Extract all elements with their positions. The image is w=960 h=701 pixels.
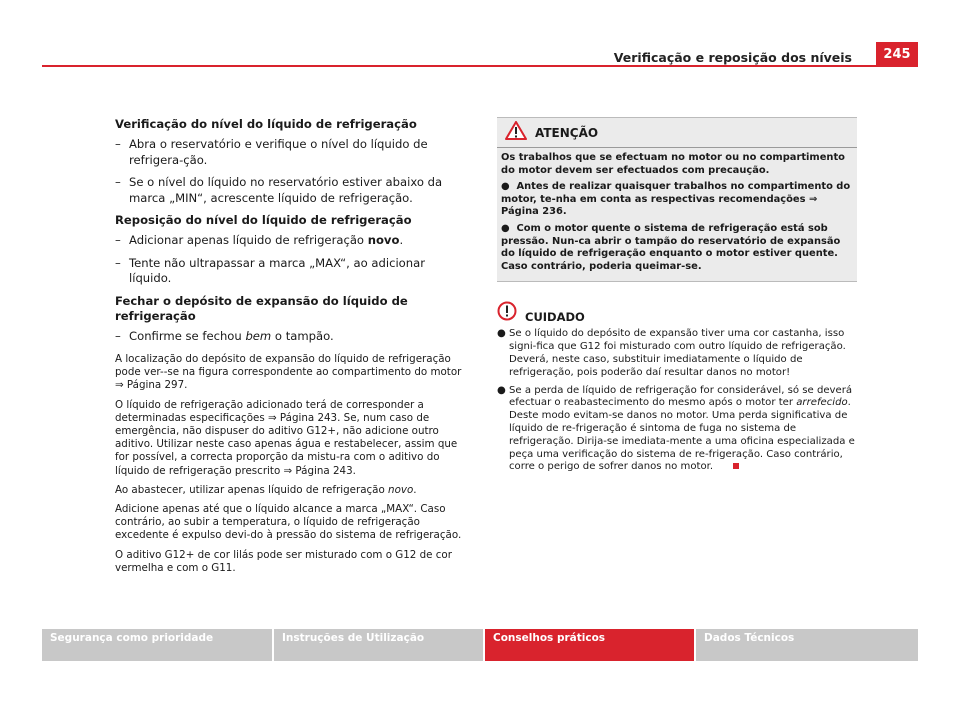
- warning-title: ATENÇÃO: [535, 125, 599, 140]
- tab-technical-data[interactable]: Dados Técnicos: [696, 629, 918, 661]
- step-item: – Tente não ultrapassar a marca „MAX“, ao adicionar líquido.: [115, 255, 425, 285]
- tab-safety[interactable]: Segurança como prioridade: [42, 629, 274, 661]
- paragraph: O aditivo G12+ de cor lilás pode ser misturado com o G12 de cor vermelha e com o G11.: [115, 548, 452, 574]
- paragraph: Ao abastecer, utilizar apenas líquido de refrigeração novo.: [115, 483, 417, 496]
- step-item: – Abra o reservatório e verifique o nível do líquido de refrigera-ção.: [115, 137, 428, 167]
- footer-nav: [42, 629, 918, 661]
- warning-intro: Os trabalhos que se efectuam no motor ou no compartimento do motor devem ser efectuados com precaução.: [501, 152, 845, 176]
- section-end-marker: [733, 463, 739, 469]
- warning-body: [497, 148, 857, 281]
- warning-triangle-icon: [505, 121, 527, 144]
- step-item: – Se o nível do líquido no reservatório estiver abaixo da marca „MIN“, acrescente líquido de refrigeração.: [115, 175, 443, 205]
- section-heading-refill: Reposição do nível do líquido de refrigeração: [115, 213, 412, 227]
- warning-bullet: ● Com o motor quente o sistema de refrigeração está sob pressão. Nun-ca abrir o tampão do reservatório de expansão do líquido de refrigeração enquanto o motor estiver quente. Caso contrário, poderia queimar-se.: [501, 222, 841, 272]
- tab-practical-tips[interactable]: Conselhos práticos: [485, 629, 696, 661]
- page-number: 245: [876, 42, 918, 67]
- right-column: [497, 117, 857, 479]
- step-item: – Confirme se fechou bem o tampão.: [115, 328, 334, 343]
- caution-bullet: ● Se o líquido do depósito de expansão tiver uma cor castanha, isso signi-fica que G12 foi misturado com outro líquido de refrigeração. Deverá, neste caso, substituir imediatamente o líquido de refrigeração, pois poderão daí resultar danos no motor!: [497, 328, 846, 378]
- warning-header: [497, 118, 857, 148]
- paragraph: A localização do depósito de expansão do líquido de refrigeração pode ver--se na figura correspondente ao compartimento do motor ⇒ Página 297.: [115, 353, 462, 392]
- caution-header: [497, 302, 857, 324]
- paragraph: Adicione apenas até que o líquido alcance a marca „MAX“. Caso contrário, ao subir a temperatura, o líquido de refrigeração excedente é expulso devi-do à pressão do sistema de refrigeração.: [115, 503, 462, 542]
- paragraph: O líquido de refrigeração adicionado terá de corresponder a determinadas especificações ⇒ Página 243. Se, num caso de emergência, não dispuser do aditivo G12+, não adicione outro aditivo. Utilizar neste caso apenas água e restabelecer, assim que for possível, a correcta proporção da mistu-ra com o aditivo do líquido de refrigeração prescrito ⇒ Página 243.: [115, 398, 458, 477]
- caution-circle-icon: [497, 301, 517, 325]
- caution-bullet: ● Se a perda de líquido de refrigeração for considerável, só se deverá efectuar o reabastecimento do mesmo após o motor ter arrefecido. Deste modo evitam-se danos no motor. Uma perda significativa de líquido de re-frigeração é sintoma de fuga no sistema de refrigeração. Dirija-se imediata-mente a uma oficina especializada e peça uma verificação do sistema de re-frigeração. Caso contrário, corre o perigo de sofrer danos no motor.: [497, 384, 855, 473]
- header-rule: [42, 65, 876, 67]
- left-column: [115, 117, 467, 581]
- step-item: – Adicionar apenas líquido de refrigeração novo.: [115, 233, 404, 247]
- warning-bullet: ● Antes de realizar quaisquer trabalhos no compartimento do motor, te-nha em conta as respectivas recomendações ⇒ Página 236.: [501, 181, 851, 218]
- tab-instructions[interactable]: Instruções de Utilização: [274, 629, 485, 661]
- section-heading-close: Fechar o depósito de expansão do líquido de refrigeração: [115, 293, 408, 323]
- page-header-title: Verificação e reposição dos níveis: [613, 50, 852, 65]
- caution-title: CUIDADO: [525, 310, 585, 325]
- section-heading-check: Verificação do nível do líquido de refrigeração: [115, 117, 417, 131]
- warning-box: [497, 117, 857, 282]
